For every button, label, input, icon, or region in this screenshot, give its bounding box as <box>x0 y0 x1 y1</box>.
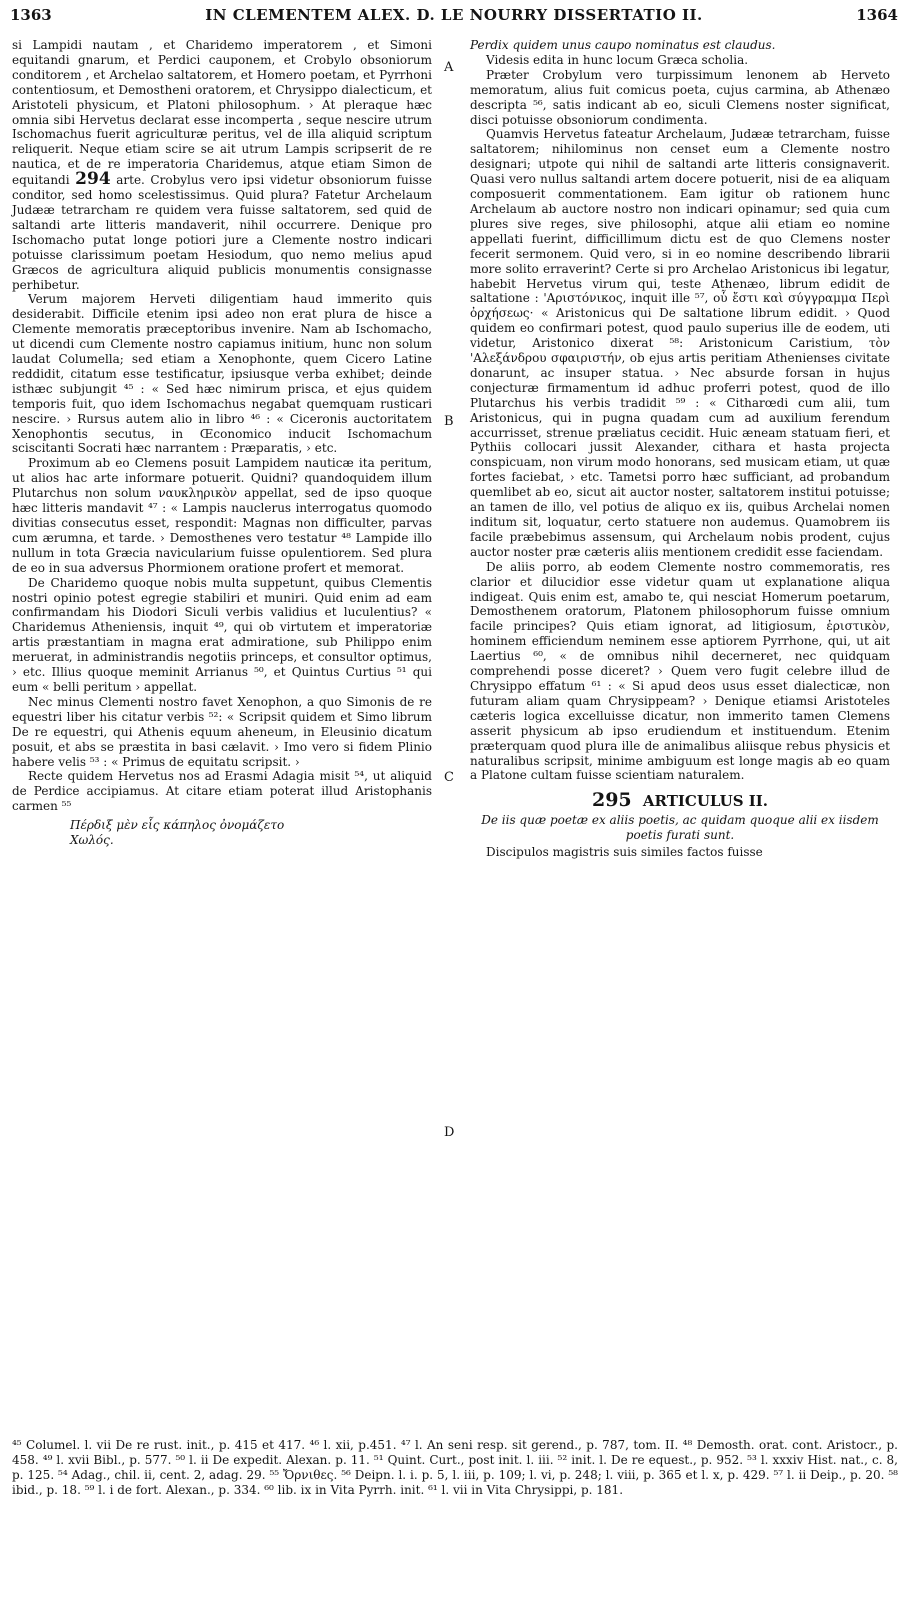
paragraph: Recte quidem Hervetus nos ad Erasmi Adagia misit ⁵⁴, ut aliquid de Perdice accipiamus. At citare etiam poterat illud Aristophanis carmen ⁵⁵ <box>12 769 432 814</box>
column-number: 295 <box>591 789 632 812</box>
article-title: ARTICULUS II. <box>642 792 769 811</box>
margin-letter: D <box>444 1125 455 1140</box>
left-column <box>12 38 432 852</box>
paragraph: De aliis porro, ab eodem Clemente nostro commemoratis, res clarior et dilucidior esse videtur quam ut explanatione aliqua indigeat. Quis enim est, amabo te, qui nesciat Homerum poetarum, Demosthenem oratorum, Platonem philosophorum fuisse omnium facile principes? Quis etiam ignorat, ad litigiosum, ἐριστικὸν, hominem efficiendum neminem esse aptiorem Pyrrhone, qui, ut ait Laertius ⁶⁰, « de omnibus nihil decerneret, nec quidquam comprehendi posse diceret? › Quem vero fugit celebre illud de Chrysippo effatum ⁶¹ : « Si apud deos usus esset dialecticæ, non futuram aliam quam Chrysippeam? › Denique etiamsi Aristoteles cæteris logica excelluisse dicatur, non immerito tamen Clemens asserit physicum ab ipso erudiendum et instituendum. Etenim præterquam quod plura ille de animalibus aliisque rebus physicis et naturalibus scripsit, minime ambiguum est longe magis ab eo quam a Platone cultam fuisse scientiam naturalem. <box>470 559 890 783</box>
paragraph: De Charidemo quoque nobis multa suppetunt, quibus Clementis nostri opinio potest egregie stabiliri et muniri. Quid enim ad eam confirmandam his Diodori Siculi verbis validius et luculentius? « Charidemus Atheniensis, inquit ⁴⁹, qui ob virtutem et imperatoriæ artis præstantiam in magna erat admiratione, sub Philippo enim meruerat, in administrandis negotiis princeps, et consultor optimus, › etc. Illius quoque meminit Arrianus ⁵⁰, et Quintus Curtius ⁵¹ qui eum « belli peritum › appellat. <box>12 575 432 694</box>
footnotes: ⁴⁵ Columel. l. vii De re rust. init., p. 415 et 417. ⁴⁶ l. xii, p.451. ⁴⁷ l. An seni resp. sit gerend., p. 787, tom. II. ⁴⁸ Demosth. orat. cont. Aristocr., p. 458. ⁴⁹ l. xvii Bibl., p. 577. ⁵⁰ l. ii De expedit. Alexan. p. 11. ⁵¹ Quint. Curt., post init. l. iii. ⁵² init. l. De re equest., p. 952. ⁵³ l. xxxiv Hist. nat., c. 8, p. 125. ⁵⁴ Adag., chil. ii, cent. 2, adag. 29. ⁵⁵ Ὄρνιθες. ⁵⁶ Deipn. l. i. p. 5, l. iii, p. 109; l. vi, p. 248; l. viii, p. 365 et l. x, p. 429. ⁵⁷ l. ii Deip., p. 20. ⁵⁸ ibid., p. 18. ⁵⁹ l. i de fort. Alexan., p. 334. ⁶⁰ lib. ix in Vita Pyrrh. init. ⁶¹ l. vii in Vita Chrysippi, p. 181. <box>12 1438 898 1497</box>
paragraph-text: si Lampidi nautam , et Charidemo imperatorem , et Simoni equitandi gnarum, et Perdici cauponem, et Crobylo obsoniorum conditorem , et Archelao saltatorem, et Homero poetam, et Pyrrhoni contentiosum, et Demostheni oratorem, et Chrysippo dialecticum, et Aristoteli physicum, et Platoni philosophum. › At pleraque hæc omnia sibi Hervetus declarat esse incomperta , seque nescire utrum Ischomachus fuerit agriculturæ peritus, vel de illa aliquid scriptum reliquerit. Neque etiam scire se ait utrum Lampis scripserit de re nautica, et de re imperatoria Charidemus, atque etiam Simon de equitandi <box>12 38 432 188</box>
running-title: IN CLEMENTEM ALEX. D. LE NOURRY DISSERTATIO II. <box>205 6 703 24</box>
right-column <box>470 38 890 860</box>
article-subtitle: De iis quæ poetæ ex aliis poetis, ac quidam quoque alii ex iisdem poetis furati sunt. <box>481 813 879 843</box>
paragraph: Discipulos magistris suis similes factos fuisse <box>486 845 763 860</box>
paragraph: Proximum ab eo Clemens posuit Lampidem nauticæ ita peritum, ut alios hac arte informare potuerit. Quidni? quandoquidem illum Plutarchus non solum ναυκληρικὸν appellat, sed de ipso quoque hæc litteris mandavit ⁴⁷ : « Lampis nauclerus interrogatus quomodo divitias consecutus esset, respondit: Magnas non difficulter, parvas cum ærumna, et tarde. › Demosthenes vero testatur ⁴⁸ Lampide illo nullum in tota Græcia navicularium fuisse opulentiorem. Sed plura de eo in sua adversus Phormionem oratione profert et memorat. <box>12 456 432 575</box>
verse-line: Χωλός. <box>70 833 114 848</box>
paragraph: Præter Crobylum vero turpissimum lenonem ab Herveto memoratum, alius fuit comicus poeta, cujus carmina, ab Athenæo descripta ⁵⁶, satis indicant ab eo, siculi Clemens noster significat, disci potuisse obsoniorum condimenta. <box>470 67 890 127</box>
margin-letter: B <box>444 414 454 429</box>
page-header <box>10 6 898 32</box>
paragraph: Nec minus Clementi nostro favet Xenophon, a quo Simonis de re equestri liber his citatur verbis ⁵²: « Scripsit quidem et Simo librum De re equestri, qui Athenis equum aheneum, in Eleusinio dicatum posuit, et abs se præstita in basi cælavit. › Imo vero si fidem Plinio habere velis ⁵³ : « Primus de equitatu scripsit. › <box>12 694 432 769</box>
column-number: 294 <box>75 169 111 190</box>
paragraph-text: arte. Crobylus vero ipsi videtur obsoniorum fuisse conditor, sed homo scelestissimus. Quid plura? Fatetur Archelaum Judææ tetrarcham re quidem vera fuisse saltatorem, sed quid de saltandi arte litteris mandaverit, nihil occurrere. Denique pro Ischomacho putat longe potiori jure a Clemente nostro indicari potuisse clarissimum poetam Hesiodum, quo nemo melius apud Græcos de agricultura aliquid publicis monumentis consignasse perhibetur. <box>12 173 432 292</box>
article-heading <box>470 789 890 812</box>
paragraph: Perdix quidem unus caupo nominatus est claudus. <box>470 38 776 52</box>
paragraph: Quamvis Hervetus fateatur Archelaum, Judææ tetrarcham, fuisse saltatorem; nihilominus non censet eum a Clemente nostro designari; utpote qui nihil de saltandi arte litteris consignaverit. Quasi vero nullus saltandi artem docere potuerit, nisi de ea aliquam composuerit commentationem. Eam igitur ob rationem hunc Archelaum ab auctore nostro non indicari opinamur; sed quia cum plures sive reges, sive philosophi, atque alii etiam eo nomine appellati fuerint, difficillimum dictu est de quo Clemens noster fecerit sermonem. Quid vero, si in eo nomine describendo librarii more solito erraverint? Certe si pro Archelao Aristonicus ibi legatur, habebit Hervetus virum qui, teste Athenæo, librum edidit de saltatione : 'Αριστόνικος, inquit ille ⁵⁷, οὗ ἔστι καὶ σύγγραμμα Περὶ ὀρχήσεως· « Aristonicus qui De saltatione librum edidit. › Quod quidem eo confirmari potest, quod paulo superius ille de eodem, uti videtur, Aristonico dixerat ⁵⁸: Aristonicum Caristium, τὸν 'Αλεξάνδρου σφαιριστήν, ob ejus artis peritiam Athenienses civitate donarunt, ac insuper statua. › Nec absurde forsan in hujus conjecturæ firmamentum id adhuc proferri potest, quod de illo Plutarchus his verbis tradidit ⁵⁹ : « Citharœdi cum alii, tum Aristonicus, qui in pugna quadam cum ad auxilium ferendum accurrisset, strenue præliatus cecidit. Huic æneam statuam fieri, et Pythiis collocari jussit Alexander, cithara et hasta projecta conspicuam, non virum modo honorans, sed musicam etiam, ut quæ fortes faciebat, › etc. Tametsi porro hæc sufficiant, ad probandum quemlibet ab eo, sicut ait auctor noster, saltatorem institui potuisse; an tamen de illo, vel potius de aliquo ex iis, quibus Archelai nomen inditum sit, loquatur, certo statuere non audemus. Quamobrem iis facile præbebimus assensum, qui Archelaum nobis prodent, cujus auctor noster præ cæteris aliis mentionem credidit esse faciendam. <box>470 127 890 559</box>
page-number-right: 1364 <box>856 6 898 24</box>
paragraph: Verum majorem Herveti diligentiam haud immerito quis desiderabit. Difficile etenim ipsi adeo non erat plura de hisce a Clemente memoratis præceptoribus invenire. Nam ab Ischomacho, ut dicendi cum Clemente nostro capiamus initium, hunc non solum laudat Columella; sed etiam a Xenophonte, quem Cicero Latine reddidit, citatum esse testificatur, ipsiusque verba exhibet; deinde isthæc subjungit ⁴⁵ : « Sed hæc nimirum prisca, et ejus quidem temporis fuit, quo idem Ischomachus negabat quemquam rusticari nescire. › Rursus autem alio in libro ⁴⁶ : « Ciceronis auctoritatem Xenophontis secutus, in Œconomico inducit Ischomachum sciscitanti Socrati hæc narrantem : Præparatis, › etc. <box>12 292 432 456</box>
page-number-left: 1363 <box>10 6 52 24</box>
paragraph <box>12 38 432 292</box>
verse-line: Πέρδιξ μὲν εἷς κάπηλος ὀνομάζετο <box>70 818 285 833</box>
paragraph: Videsis edita in hunc locum Græca scholia. <box>486 52 749 67</box>
margin-letter: C <box>444 770 454 785</box>
margin-letter: A <box>444 60 454 75</box>
greek-verse <box>70 818 432 848</box>
